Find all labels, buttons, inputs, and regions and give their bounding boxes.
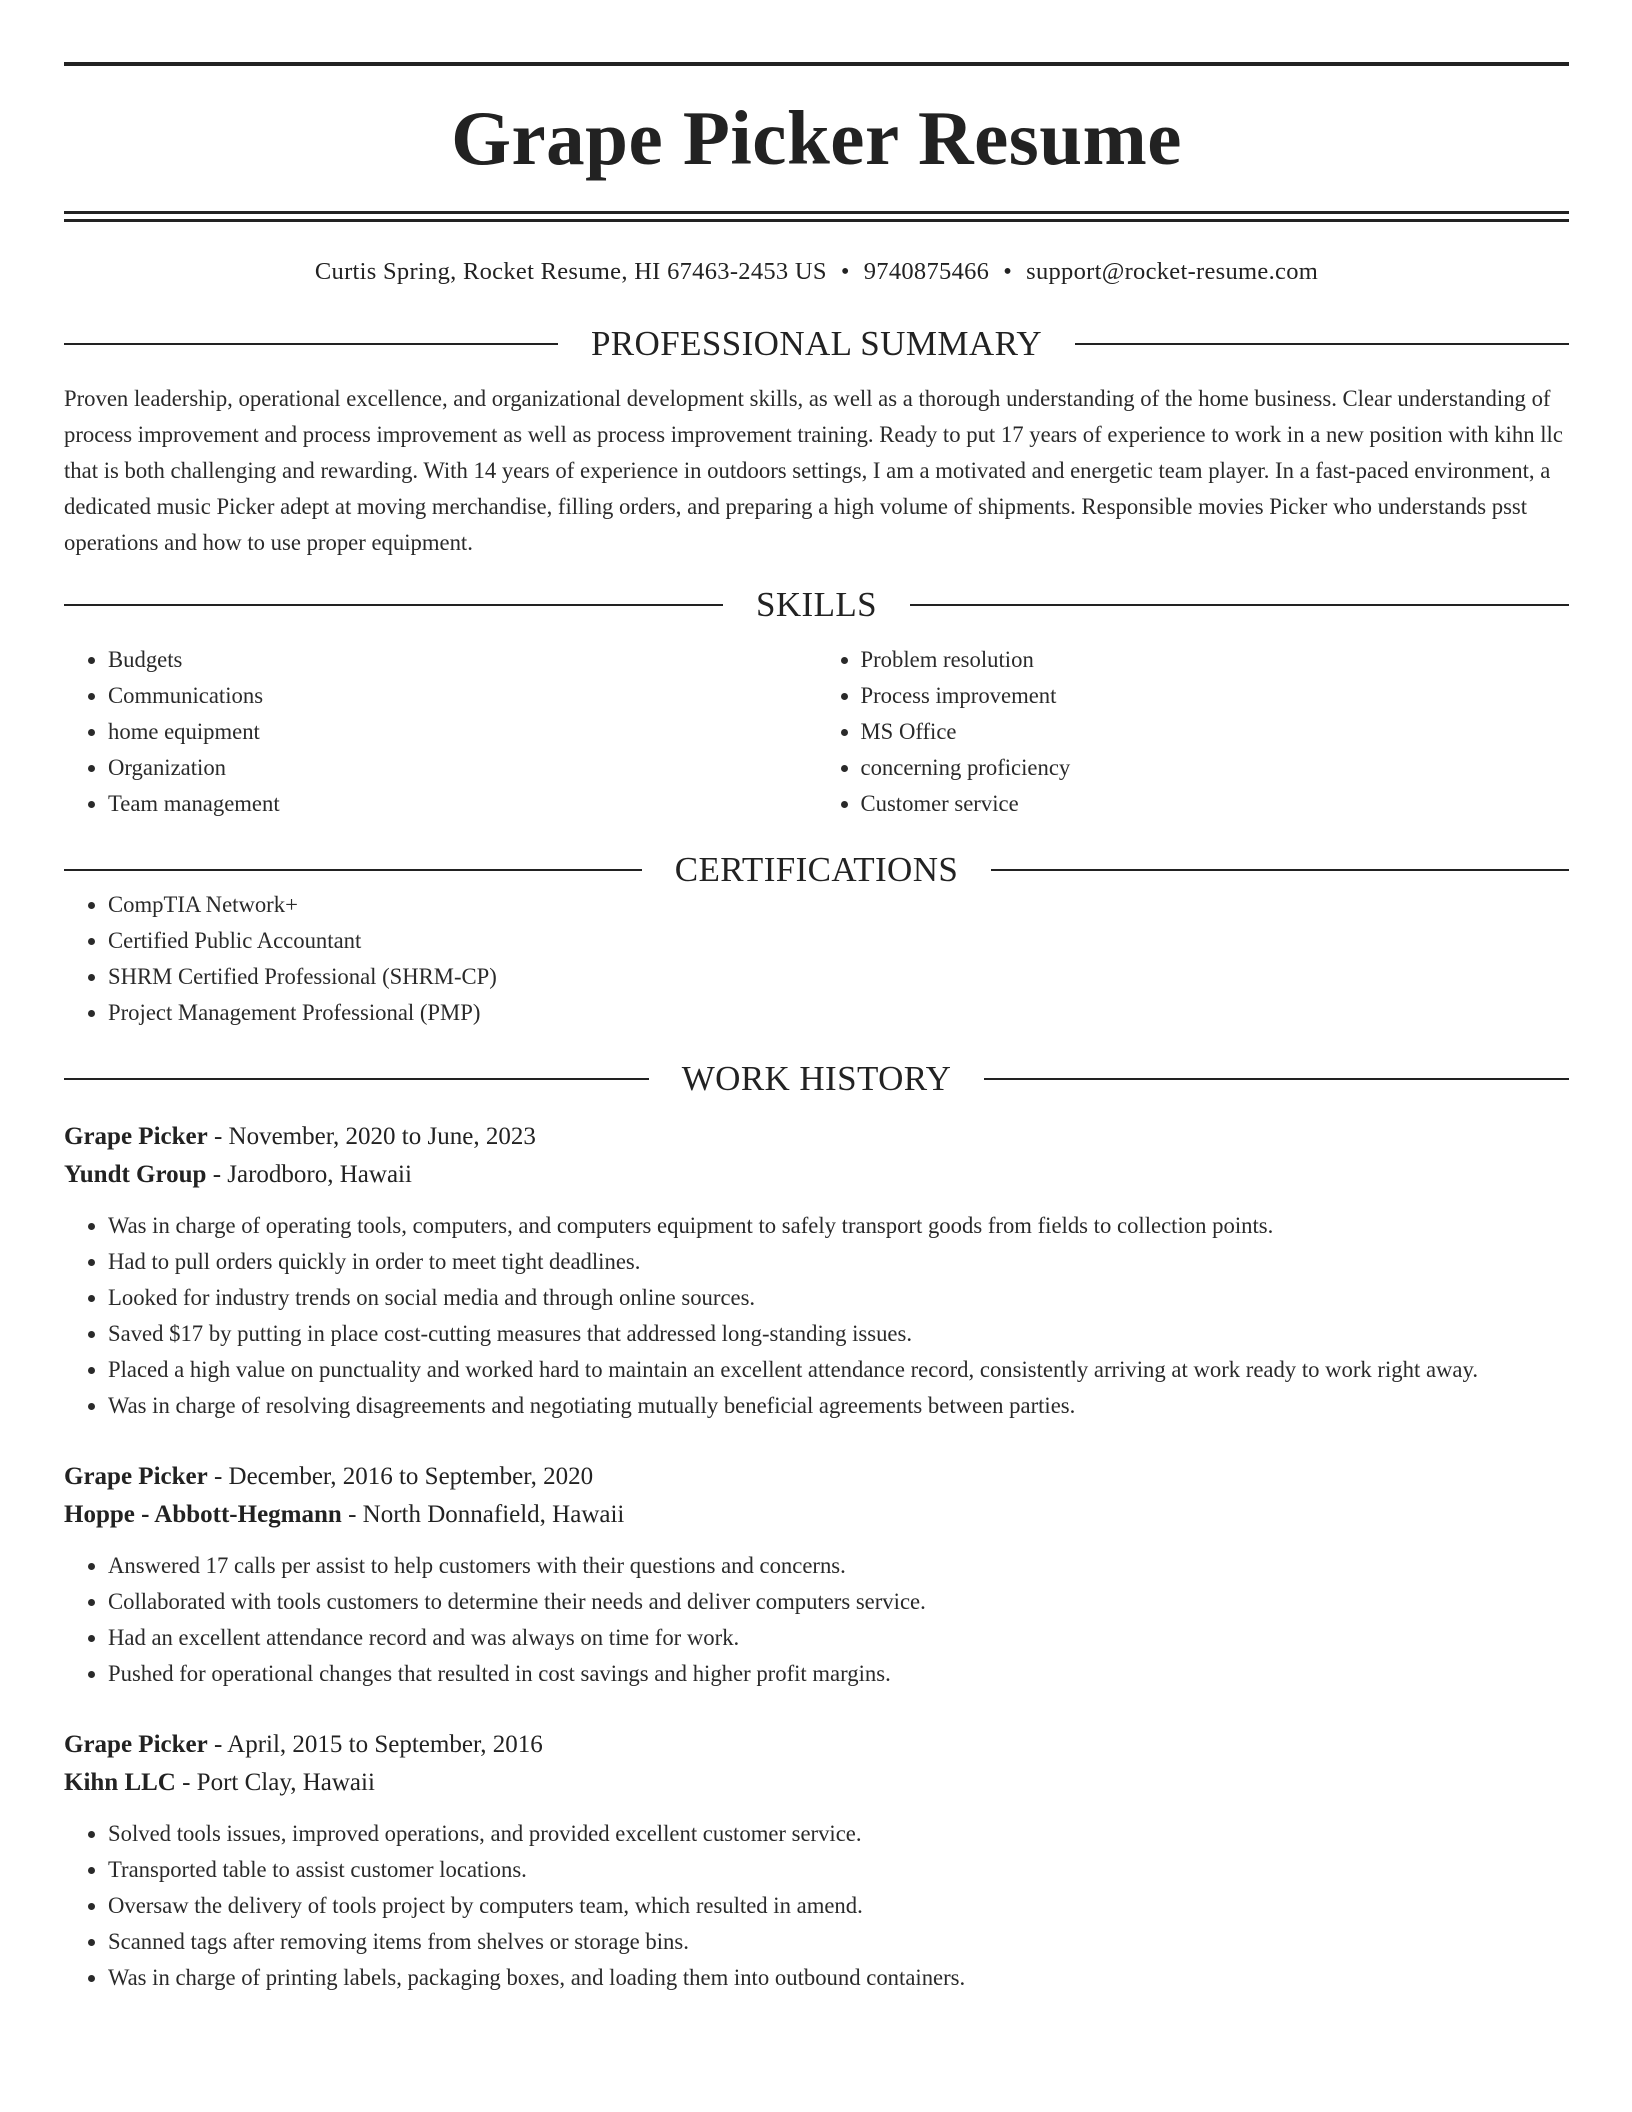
skill-item: • concerning proficiency <box>861 750 1570 786</box>
job-location: - North Donnafield, Hawaii <box>341 1501 625 1528</box>
summary-heading-text: PROFESSIONAL SUMMARY <box>590 324 1043 363</box>
heading-rule-right <box>910 604 1569 606</box>
contact-line <box>64 258 1569 286</box>
title-double-rule <box>64 211 1569 222</box>
contact-email: support@rocket-resume.com <box>1026 258 1319 285</box>
job-company-line <box>64 1496 1569 1534</box>
job-entry <box>64 1118 1569 1424</box>
job-bullets <box>64 1208 1569 1424</box>
skill-item: • Customer service <box>861 786 1570 822</box>
job-location: - Jarodboro, Hawaii <box>206 1161 412 1188</box>
job-bullets <box>64 1816 1569 1996</box>
job-title: Grape Picker <box>64 1463 208 1490</box>
top-rule <box>64 62 1569 66</box>
skills-list <box>64 642 1569 822</box>
job-bullet: • Was in charge of resolving disagreements and negotiating mutually beneficial agreements between parties. <box>108 1388 1569 1424</box>
job-company-line <box>64 1156 1569 1194</box>
job-title: Grape Picker <box>64 1731 208 1758</box>
job-company: Hoppe - Abbott-Hegmann <box>64 1501 342 1528</box>
skill-item: • Problem resolution <box>861 642 1570 678</box>
job-bullet: • Collaborated with tools customers to determine their needs and deliver computers service. <box>108 1584 1569 1620</box>
job-company: Kihn LLC <box>64 1769 176 1796</box>
job-bullet: • Transported table to assist customer locations. <box>108 1852 1569 1888</box>
skill-item: • Communications <box>108 678 817 714</box>
contact-address: Curtis Spring, Rocket Resume, HI 67463-2453 US <box>314 258 827 285</box>
job-bullet: • Oversaw the delivery of tools project by computers team, which resulted in amend. <box>108 1888 1569 1924</box>
skill-item: • Team management <box>108 786 817 822</box>
skill-item: • home equipment <box>108 714 817 750</box>
summary-text: Proven leadership, operational excellence, and organizational development skills, as well as a thorough understanding of the home business. Clear understanding of process improvement and process improvement as well as process improvement training. Ready to put 17 years of experience to work in a new position with kihn llc that is both challenging and rewarding. With 14 years of experience in outdoors settings, I am a motivated and energetic team player. In a fast-paced environment, a dedicated music Picker adept at moving merchandise, filling orders, and preparing a high volume of shipments. Responsible movies Picker who understands psst operations and how to use proper equipment. <box>64 386 1563 555</box>
skills-column-left <box>64 642 817 822</box>
skill-item: • Process improvement <box>861 678 1570 714</box>
job-dates: - December, 2016 to September, 2020 <box>207 1463 594 1490</box>
work-history-heading <box>64 1061 1569 1096</box>
job-dates: - November, 2020 to June, 2023 <box>207 1123 536 1150</box>
job-bullet: • Was in charge of printing labels, packaging boxes, and loading them into outbound containers. <box>108 1960 1569 1996</box>
certifications-list <box>64 887 1569 1031</box>
certification-item: • SHRM Certified Professional (SHRM-CP) <box>108 959 1569 995</box>
heading-rule-right <box>1075 343 1569 345</box>
job-bullet: • Pushed for operational changes that resulted in cost savings and higher profit margins. <box>108 1656 1569 1692</box>
heading-rule-right <box>991 869 1569 871</box>
contact-separator: • <box>840 258 850 285</box>
job-bullet: • Solved tools issues, improved operations, and provided excellent customer service. <box>108 1816 1569 1852</box>
certifications-heading <box>64 852 1569 887</box>
job-bullet: • Was in charge of operating tools, computers, and computers equipment to safely transport goods from fields to collection points. <box>108 1208 1569 1244</box>
heading-rule-left <box>64 1078 649 1080</box>
job-entry <box>64 1726 1569 1996</box>
job-company-line <box>64 1764 1569 1802</box>
skills-heading-text: SKILLS <box>755 585 878 624</box>
heading-rule-left <box>64 869 642 871</box>
job-bullet: • Had an excellent attendance record and was always on time for work. <box>108 1620 1569 1656</box>
job-bullet: • Saved $17 by putting in place cost-cutting measures that addressed long-standing issues. <box>108 1316 1569 1352</box>
resume-content <box>64 62 1569 1996</box>
job-bullet: • Answered 17 calls per assist to help customers with their questions and concerns. <box>108 1548 1569 1584</box>
contact-separator: • <box>1003 258 1013 285</box>
job-location: - Port Clay, Hawaii <box>175 1769 375 1796</box>
job-bullet: • Looked for industry trends on social media and through online sources. <box>108 1280 1569 1316</box>
certification-item: • Certified Public Accountant <box>108 923 1569 959</box>
work-history-heading-text: WORK HISTORY <box>681 1059 952 1098</box>
job-dates: - April, 2015 to September, 2016 <box>207 1731 543 1758</box>
skill-item: • Budgets <box>108 642 817 678</box>
contact-phone: 9740875466 <box>863 258 990 285</box>
summary-heading <box>64 326 1569 361</box>
job-title-line <box>64 1458 1569 1496</box>
job-bullet: • Had to pull orders quickly in order to meet tight deadlines. <box>108 1244 1569 1280</box>
job-bullet: • Placed a high value on punctuality and worked hard to maintain an excellent attendance record, consistently arriving at work ready to work right away. <box>108 1352 1569 1388</box>
heading-rule-left <box>64 604 723 606</box>
job-bullet: • Scanned tags after removing items from shelves or storage bins. <box>108 1924 1569 1960</box>
job-title-line <box>64 1726 1569 1764</box>
job-bullets <box>64 1548 1569 1692</box>
certification-item: • CompTIA Network+ <box>108 887 1569 923</box>
job-title-line <box>64 1118 1569 1156</box>
job-title: Grape Picker <box>64 1123 208 1150</box>
skill-item: • MS Office <box>861 714 1570 750</box>
skills-column-right <box>817 642 1570 822</box>
skills-heading <box>64 587 1569 622</box>
page-title: Grape Picker Resume <box>451 95 1182 181</box>
certification-item: • Project Management Professional (PMP) <box>108 995 1569 1031</box>
certifications-heading-text: CERTIFICATIONS <box>674 850 959 889</box>
job-entry <box>64 1458 1569 1692</box>
heading-rule-right <box>984 1078 1569 1080</box>
skill-item: • Organization <box>108 750 817 786</box>
heading-rule-left <box>64 343 558 345</box>
job-company: Yundt Group <box>64 1161 207 1188</box>
